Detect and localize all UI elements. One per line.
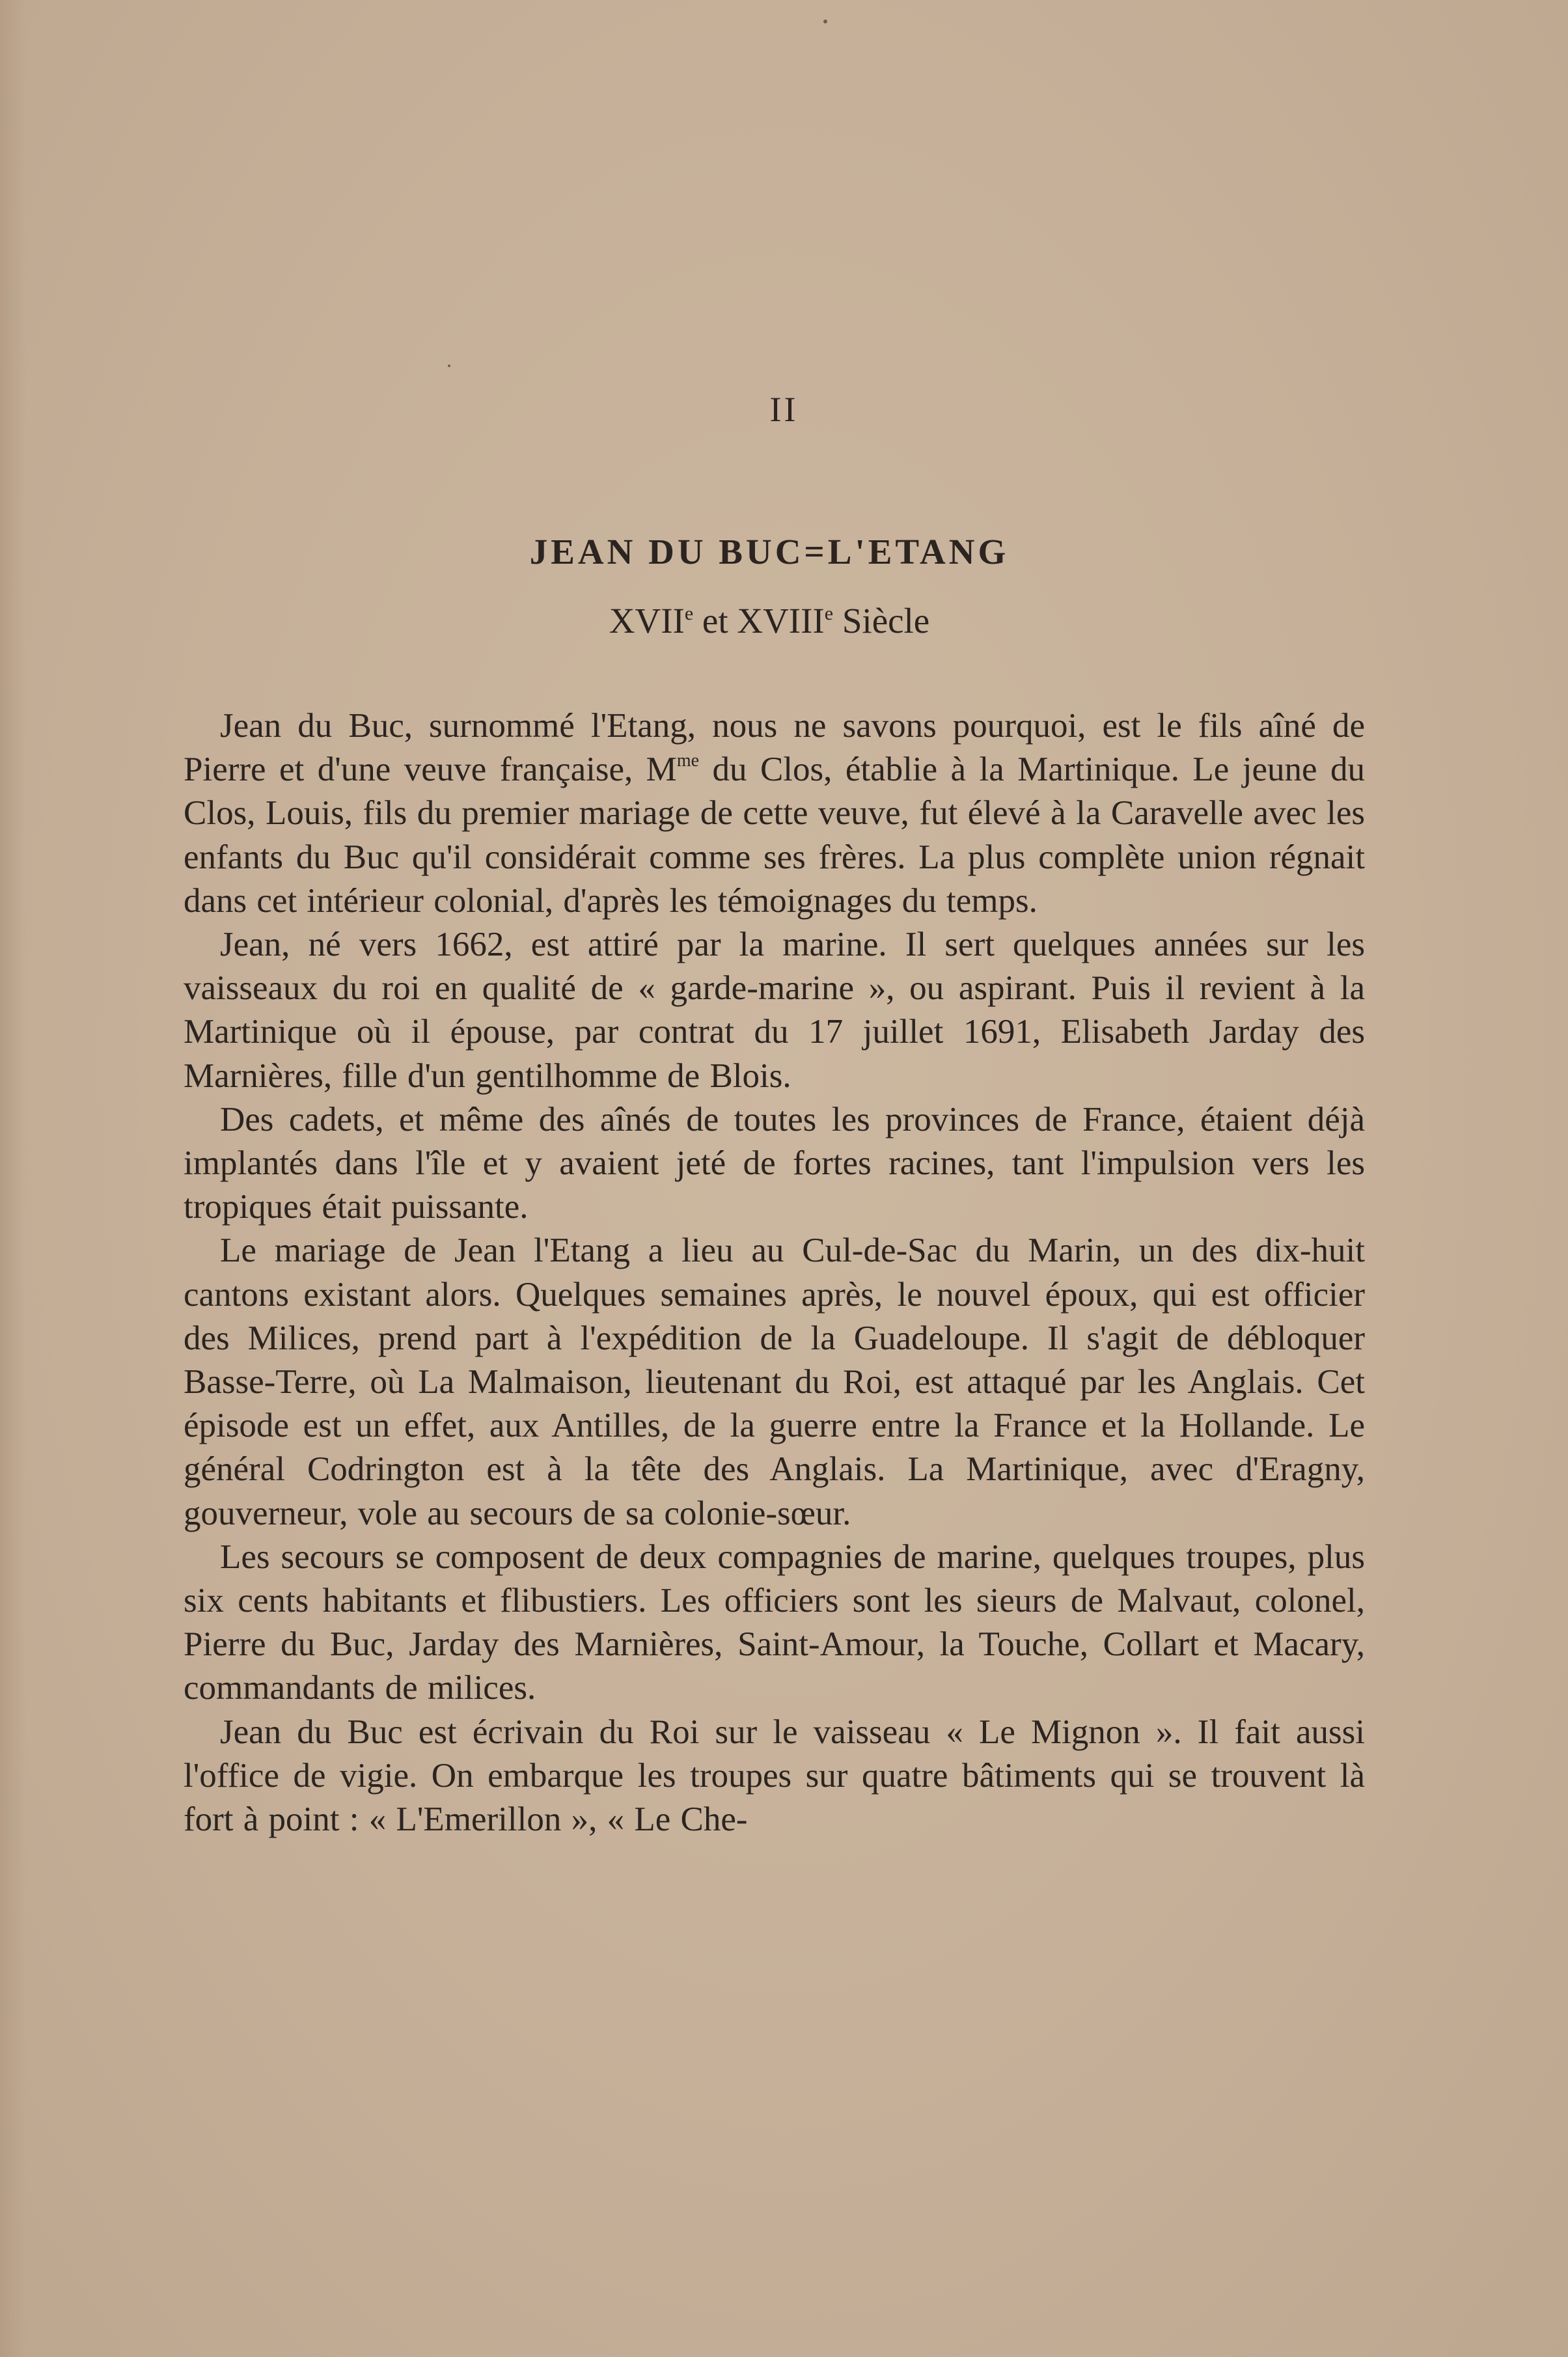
paragraph-1-start: Jean du Buc, surnommé l'Etang, nous ne savons pourquoi, est le fils aîné de Pierre et d'une veuve française, M xyxy=(184,707,1365,789)
paragraph-1-end: du Clos, établie à la Martinique. Le jeune du Clos, Louis, fils du premier mariage de cette veuve, fut élevé à la Caravelle avec les enfants du Buc qu'il considérait comme ses frères. La plus complète union régnait dans cet intérieur colonial, d'après les témoignages du temps. xyxy=(184,751,1365,920)
paragraph-1 xyxy=(184,704,1365,923)
paragraph-3: Des cadets, et même des aînés de toutes les provinces de France, étaient déjà implantés dans l'île et y avaient jeté de fortes racines, tant l'impulsion vers les tropiques était puissante. xyxy=(184,1100,1365,1226)
paragraph-1-madame-abbrev: me xyxy=(676,751,700,771)
subtitle-ordinal-1: e xyxy=(684,603,694,624)
chapter-subtitle xyxy=(0,600,1539,641)
chapter-number: II xyxy=(769,390,799,429)
subtitle-word: Siècle xyxy=(833,601,930,641)
paragraph-4: Le mariage de Jean l'Etang a lieu au Cul-de-Sac du Marin, un des dix-huit cantons existant alors. Quelques semaines après, le nouvel époux, qui est officier des Milices, prend part à l'expédition de la Guadeloupe. Il s'agit de débloquer Basse-Terre, où La Malmaison, lieutenant du Roi, est attaqué par les Anglais. Cet épisode est un effet, aux Antilles, de la guerre entre la France et la Hollande. Le général Codrington est à la tête des Anglais. La Martinique, avec d'Eragny, gouverneur, vole au secours de sa colonie-sœur. xyxy=(184,1232,1365,1532)
body-text xyxy=(184,704,1365,1841)
paragraph-6: Jean du Buc est écrivain du Roi sur le vaisseau « Le Mignon ». Il fait aussi l'office de vigie. On embarque les troupes sur quatre bâtiments qui se trouvent là fort à point : « L'Emerillon », « Le Che- xyxy=(184,1713,1365,1839)
chapter-title: JEAN DU BUC=L'ETANG xyxy=(529,532,1010,572)
paragraph-2: Jean, né vers 1662, est attiré par la marine. Il sert quelques années sur les vaisseaux du roi en qualité de « garde-marine », ou aspirant. Puis il revient à la Martinique où il épouse, par contrat du 17 juillet 1691, Elisabeth Jarday des Marnières, fille d'un gentilhomme de Blois. xyxy=(184,926,1365,1095)
paper-speck xyxy=(823,20,827,23)
subtitle-century-1: XVII xyxy=(609,601,685,641)
paragraph-5: Les secours se composent de deux compagnies de marine, quelques troupes, plus six cents habitants et flibustiers. Les officiers sont les sieurs de Malvaut, colonel, Pierre du Buc, Jarday des Marnières, Saint-Amour, la Touche, Collart et Macary, commandants de milices. xyxy=(184,1537,1365,1707)
subtitle-century-2: et XVIII xyxy=(693,601,825,641)
subtitle-ordinal-2: e xyxy=(824,603,834,624)
page-left-edge-shadow xyxy=(0,0,26,2357)
paper-speck xyxy=(448,365,450,367)
